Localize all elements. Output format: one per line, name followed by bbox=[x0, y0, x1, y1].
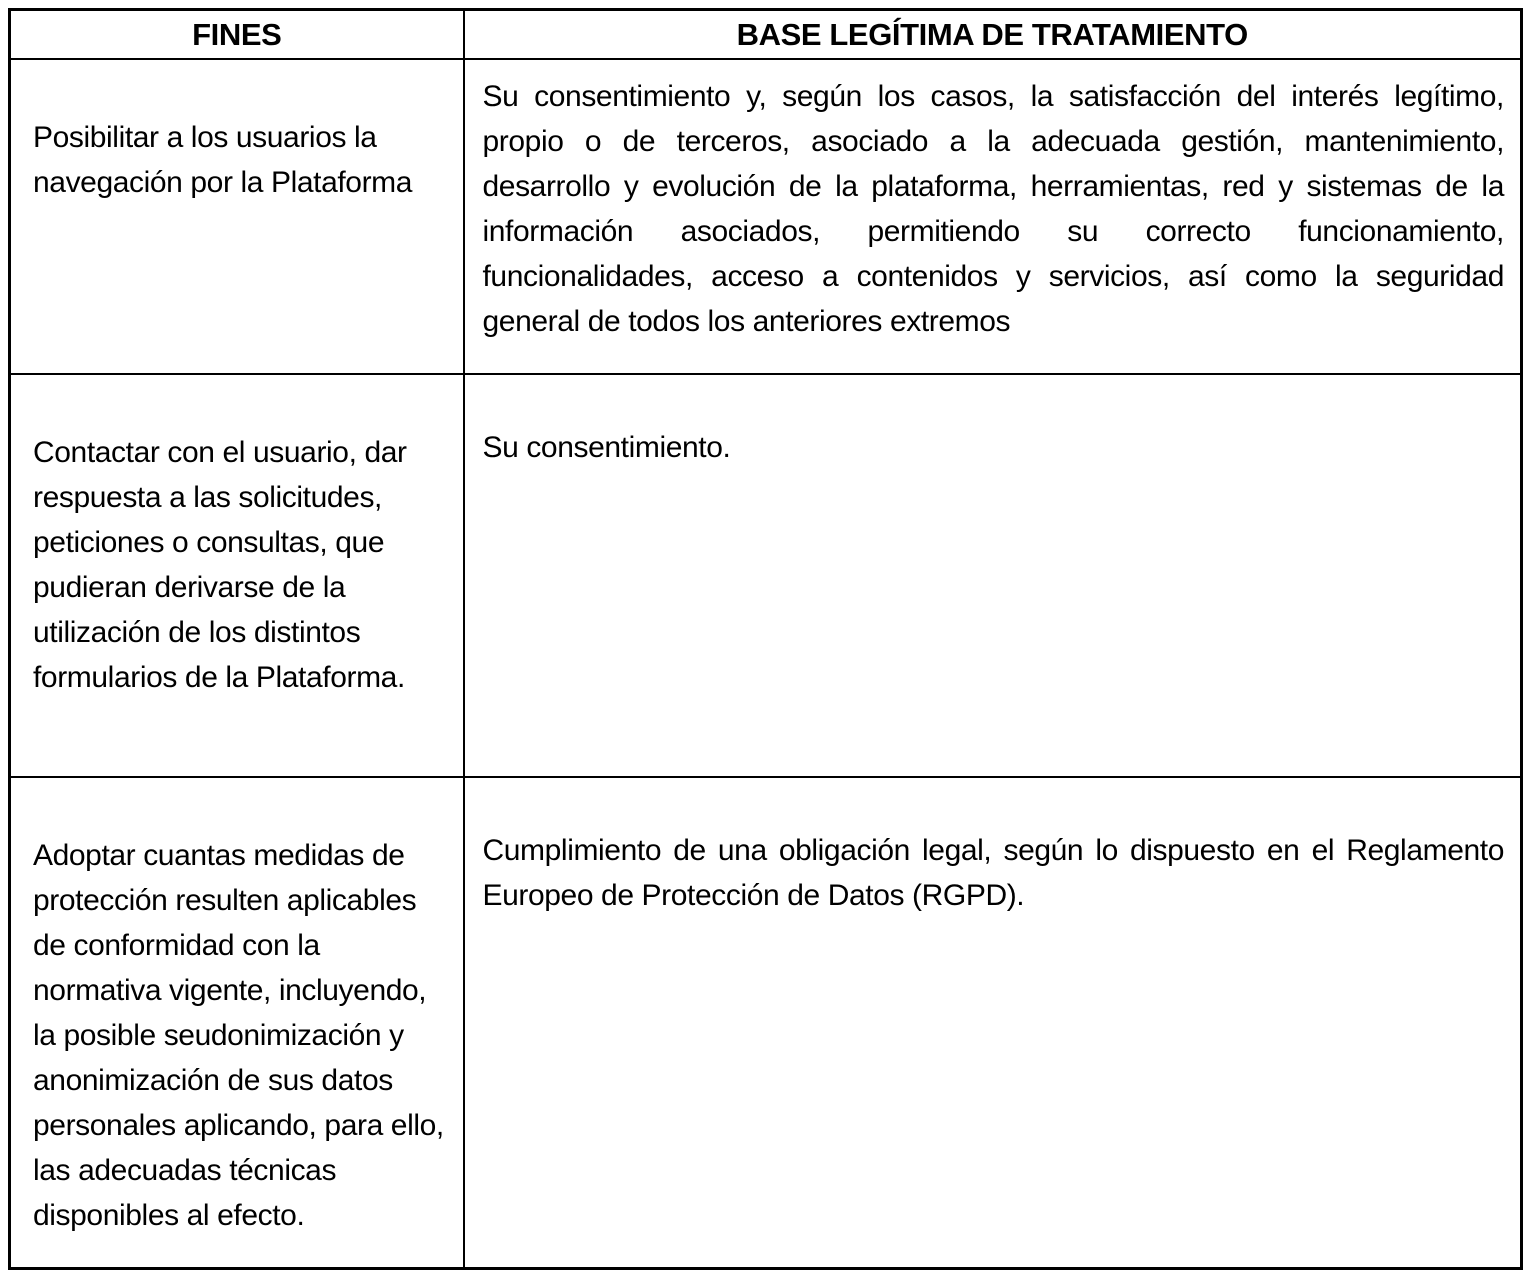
table-row-navigation bbox=[10, 59, 1522, 374]
legal-basis-contact-text: Su consentimiento. bbox=[482, 431, 731, 464]
column-header-base-legitima bbox=[464, 10, 1522, 60]
cell-legal-basis-navigation bbox=[464, 59, 1522, 374]
cell-purpose-navigation bbox=[10, 59, 464, 374]
cell-purpose-protection-measures bbox=[10, 777, 464, 1269]
legal-basis-protection-measures-text: Cumplimiento de una obligación legal, según lo dispuesto en el Reglamento Europeo de Protección de Datos (RGPD). bbox=[482, 834, 1504, 912]
column-header-fines-label: FINES bbox=[192, 17, 282, 52]
cell-legal-basis-contact bbox=[464, 374, 1522, 777]
purpose-contact-text: Contactar con el usuario, dar respuesta a las solicitudes, peticiones o consultas, que pudieran derivarse de la utilización de los distintos formularios de la Plataforma. bbox=[33, 436, 407, 694]
purpose-navigation-text: Posibilitar a los usuarios la navegación por la Plataforma bbox=[33, 121, 413, 199]
table-row-contact bbox=[10, 374, 1522, 777]
table-row-protection-measures bbox=[10, 777, 1522, 1269]
header-row bbox=[10, 10, 1522, 60]
cell-legal-basis-protection-measures bbox=[464, 777, 1522, 1269]
legal-basis-navigation-text: Su consentimiento y, según los casos, la satisfacción del interés legítimo, propio o de terceros, asociado a la adecuada gestión, mantenimiento, desarrollo y evolución de la plataforma, herramientas, red y sistemas de la información asociados, permitiendo su correcto funcionamiento, funcionalidades, acceso a contenidos y servicios, así como la seguridad general de todos los anteriores extremos bbox=[482, 80, 1504, 338]
purpose-protection-measures-text: Adoptar cuantas medidas de protección resulten aplicables de conformidad con la normativa vigente, incluyendo, la posible seudonimización y anonimización de sus datos personales aplicando, para ello, las adecuadas técnicas disponibles al efecto. bbox=[33, 839, 444, 1232]
column-header-fines bbox=[10, 10, 464, 60]
cell-purpose-contact bbox=[10, 374, 464, 777]
purposes-legal-basis-table bbox=[8, 8, 1523, 1270]
column-header-base-legitima-label: BASE LEGÍTIMA DE TRATAMIENTO bbox=[736, 17, 1248, 52]
